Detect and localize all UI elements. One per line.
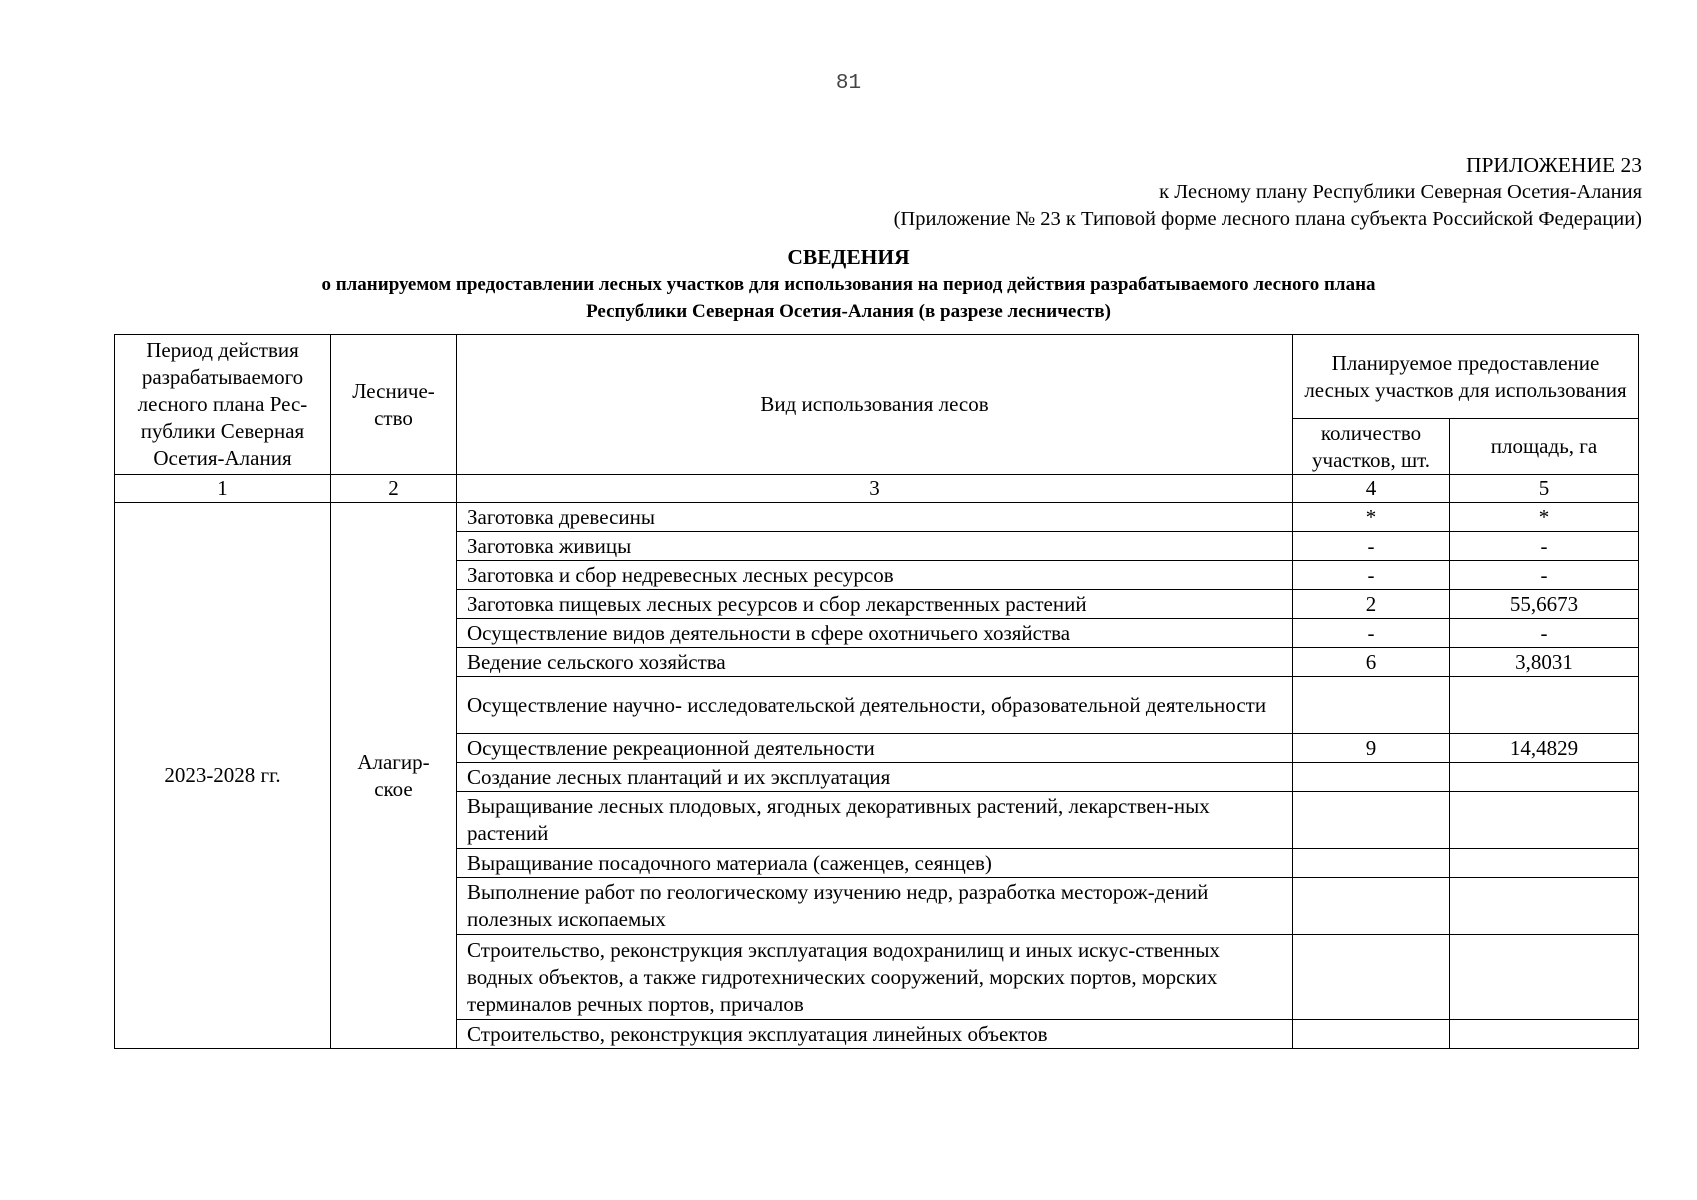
count-cell: - bbox=[1293, 532, 1450, 561]
count-cell bbox=[1293, 878, 1450, 935]
usage-cell: Заготовка древесины bbox=[457, 503, 1293, 532]
document-subtitle-line-1: о планируемом предоставлении лесных участков для использования на период действия разрабатываемого лесного плана bbox=[321, 274, 1376, 295]
page-number: 81 bbox=[835, 72, 862, 95]
area-cell bbox=[1450, 935, 1639, 1020]
area-cell: - bbox=[1450, 561, 1639, 590]
area-cell: 3,8031 bbox=[1450, 648, 1639, 677]
period-cell: 2023-2028 гг. bbox=[115, 503, 331, 1049]
header-plot-area: площадь, га bbox=[1450, 419, 1639, 475]
count-cell bbox=[1293, 935, 1450, 1020]
area-cell bbox=[1450, 1020, 1639, 1049]
appendix-title: ПРИЛОЖЕНИЕ 23 bbox=[1465, 153, 1642, 177]
usage-cell: Осуществление рекреационной деятельности bbox=[457, 734, 1293, 763]
column-number-4: 4 bbox=[1293, 475, 1450, 503]
column-number-5: 5 bbox=[1450, 475, 1639, 503]
area-cell: * bbox=[1450, 503, 1639, 532]
count-cell: - bbox=[1293, 561, 1450, 590]
area-cell bbox=[1450, 849, 1639, 878]
appendix-line-1: к Лесному плану Республики Северная Осетия-Алания bbox=[1159, 181, 1642, 203]
appendix-line-2: (Приложение № 23 к Типовой форме лесного плана субъекта Российской Федерации) bbox=[893, 208, 1642, 230]
usage-cell: Заготовка пищевых лесных ресурсов и сбор лекарственных растений bbox=[457, 590, 1293, 619]
area-cell bbox=[1450, 677, 1639, 734]
header-plot-count: количество участков, шт. bbox=[1293, 419, 1450, 475]
count-cell bbox=[1293, 792, 1450, 849]
usage-cell: Заготовка живицы bbox=[457, 532, 1293, 561]
forest-plots-table bbox=[114, 334, 1639, 1049]
area-cell bbox=[1450, 792, 1639, 849]
usage-cell: Выращивание посадочного материала (саженцев, сеянцев) bbox=[457, 849, 1293, 878]
usage-cell: Строительство, реконструкция эксплуатация водохранилищ и иных искус-ственных водных объектов, а также гидротехнических сооружений, морских портов, морских терминалов речных портов, причалов bbox=[457, 935, 1293, 1020]
count-cell: 9 bbox=[1293, 734, 1450, 763]
area-cell bbox=[1450, 763, 1639, 792]
area-cell: 55,6673 bbox=[1450, 590, 1639, 619]
document-subtitle-line-2: Республики Северная Осетия-Алания (в разрезе лесничеств) bbox=[586, 301, 1111, 322]
usage-cell: Строительство, реконструкция эксплуатация линейных объектов bbox=[457, 1020, 1293, 1049]
header-period: Период действия разрабатываемого лесного плана Рес-публики Северная Осетия-Алания bbox=[115, 335, 331, 475]
count-cell: 2 bbox=[1293, 590, 1450, 619]
appendix-reference bbox=[894, 152, 1642, 233]
area-cell: - bbox=[1450, 532, 1639, 561]
area-cell bbox=[1450, 878, 1639, 935]
count-cell: 6 bbox=[1293, 648, 1450, 677]
count-cell bbox=[1293, 1020, 1450, 1049]
table-row bbox=[115, 503, 1639, 532]
usage-cell: Выполнение работ по геологическому изучению недр, разработка месторож-дений полезных ископаемых bbox=[457, 878, 1293, 935]
column-number-3: 3 bbox=[457, 475, 1293, 503]
column-number-2: 2 bbox=[331, 475, 457, 503]
header-planned-provision: Планируемое предоставление лесных участков для использования bbox=[1293, 335, 1639, 419]
count-cell: - bbox=[1293, 619, 1450, 648]
usage-cell: Ведение сельского хозяйства bbox=[457, 648, 1293, 677]
usage-cell: Выращивание лесных плодовых, ягодных декоративных растений, лекарствен-ных растений bbox=[457, 792, 1293, 849]
usage-cell: Осуществление научно- исследовательской деятельности, образовательной деятельности bbox=[457, 677, 1293, 734]
header-usage-type: Вид использования лесов bbox=[457, 335, 1293, 475]
column-number-1: 1 bbox=[115, 475, 331, 503]
count-cell bbox=[1293, 677, 1450, 734]
header-forestry: Лесниче-ство bbox=[331, 335, 457, 475]
document-title: СВЕДЕНИЯ bbox=[787, 245, 910, 269]
document-heading bbox=[0, 244, 1697, 325]
area-cell: - bbox=[1450, 619, 1639, 648]
usage-cell: Заготовка и сбор недревесных лесных ресурсов bbox=[457, 561, 1293, 590]
forestry-cell: Алагир-ское bbox=[331, 503, 457, 1049]
count-cell: * bbox=[1293, 503, 1450, 532]
count-cell bbox=[1293, 849, 1450, 878]
usage-cell: Создание лесных плантаций и их эксплуатация bbox=[457, 763, 1293, 792]
area-cell: 14,4829 bbox=[1450, 734, 1639, 763]
count-cell bbox=[1293, 763, 1450, 792]
usage-cell: Осуществление видов деятельности в сфере охотничьего хозяйства bbox=[457, 619, 1293, 648]
